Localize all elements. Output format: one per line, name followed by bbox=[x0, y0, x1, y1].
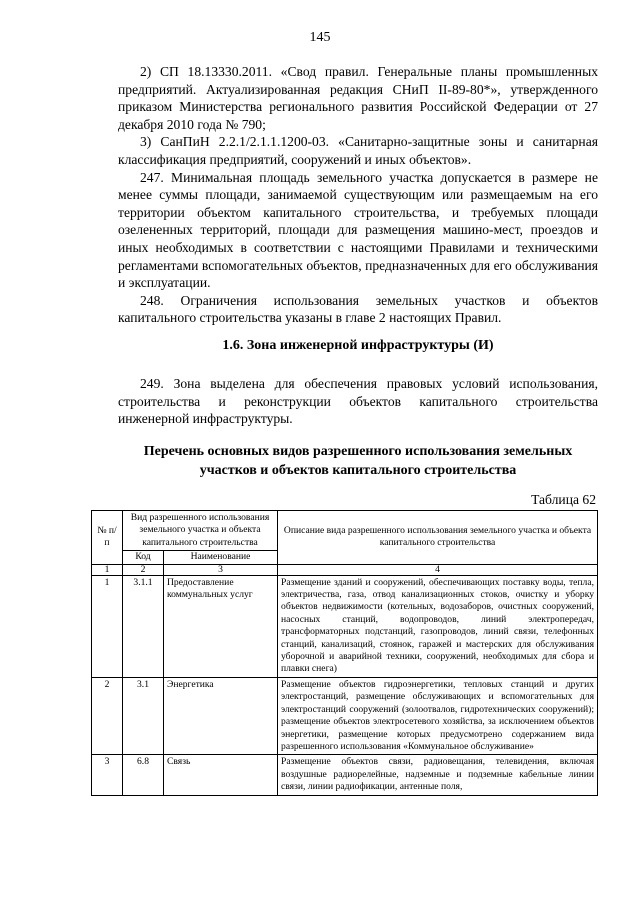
table-caption: Таблица 62 bbox=[531, 492, 596, 507]
header-desc: Описание вида разрешенного использования земельного участка и объекта капитального строительства bbox=[278, 511, 598, 565]
row-code: 3.1 bbox=[123, 677, 164, 754]
row-name: Предоставление коммунальных услуг bbox=[164, 575, 278, 677]
body-text-top bbox=[118, 63, 598, 327]
row-desc: Размещение зданий и сооружений, обеспечивающих поставку воды, тепла, электричества, газа, отвод канализационных стоков, очистку и уборку объектов недвижимости (котельных, водозаборов, очистных сооружений, насосных станций, водопроводов, линий электропередач, трансформаторных подстанций, газопроводов, линий связи, телефонных станций, канализаций, стоянок, гаражей и мастерских для обслуживания уборочной и аварийной техники, сооружений, необходимых для сбора и плавки снега) bbox=[278, 575, 598, 677]
page-number: 145 bbox=[309, 30, 331, 45]
paragraph-249: 249. Зона выделена для обеспечения правовых условий использования, строительства и реконструкции объектов капитального строительства инженерной инфраструктуры. bbox=[118, 376, 598, 427]
index-cell: 2 bbox=[123, 564, 164, 575]
table-row bbox=[92, 575, 598, 677]
row-name: Связь bbox=[164, 755, 278, 795]
paragraph-247: 247. Минимальная площадь земельного участка допускается в размере не менее суммы площади, занимаемой существующим или размещаемым на его территории объектом капитального строительства, и требуемых площади озелененных территорий, площади для размещения машино-мест, проездов и иных необходимых в соответствии с настоящими Правилами и техническими регламентами вспомогательных объектов, предназначенных для его обслуживания и эксплуатации. bbox=[118, 169, 598, 291]
row-code: 6.8 bbox=[123, 755, 164, 795]
row-num: 1 bbox=[92, 575, 123, 677]
paragraph-sanpin: 3) СанПиН 2.2.1/2.1.1.1200-03. «Санитарно-защитные зоны и санитарная классификация предприятий, сооружений и иных объектов». bbox=[118, 134, 598, 167]
table-row bbox=[92, 677, 598, 754]
paragraph-248: 248. Ограничения использования земельных участков и объектов капитального строительства указаны в главе 2 настоящих Правил. bbox=[118, 292, 598, 326]
header-name: Наименование bbox=[164, 551, 278, 564]
index-cell: 3 bbox=[164, 564, 278, 575]
table-title: Перечень основных видов разрешенного использования земельных участков и объектов капитального строительства bbox=[143, 444, 573, 478]
row-desc: Размещение объектов гидроэнергетики, тепловых станций и других электростанций, размещение обслуживающих и вспомогательных для электростанций сооружений (золоотвалов, гидротехнических сооружений); размещение объектов электросетевого хозяйства, за исключением объектов энергетики, размещение которых предусмотрено содержанием вида разрешенного использования «Коммунальное обслуживание» bbox=[278, 677, 598, 754]
index-row bbox=[92, 564, 598, 575]
row-desc: Размещение объектов связи, радиовещания, телевидения, включая воздушные радиорелейные, надземные и подземные кабельные линии связи, линии радиофикации, антенные поля, bbox=[278, 755, 598, 795]
header-group: Вид разрешенного использования земельного участка и объекта капитального строительства bbox=[123, 511, 278, 551]
row-num: 2 bbox=[92, 677, 123, 754]
row-code: 3.1.1 bbox=[123, 575, 164, 677]
paragraph-sp-18: 2) СП 18.13330.2011. «Свод правил. Генеральные планы промышленных предприятий. Актуализированная редакция СНиП II-89-80*», утвержденного приказом Министерства регионального развития Российской Федерации от 27 декабря 2010 года № 790; bbox=[118, 64, 598, 132]
land-use-table bbox=[91, 510, 598, 796]
header-num: № п/п bbox=[92, 511, 123, 565]
row-name: Энергетика bbox=[164, 677, 278, 754]
index-cell: 4 bbox=[278, 564, 598, 575]
header-code: Код bbox=[123, 551, 164, 564]
table-row bbox=[92, 755, 598, 795]
index-cell: 1 bbox=[92, 564, 123, 575]
section-heading: 1.6. Зона инженерной инфраструктуры (И) bbox=[222, 338, 494, 353]
row-num: 3 bbox=[92, 755, 123, 795]
